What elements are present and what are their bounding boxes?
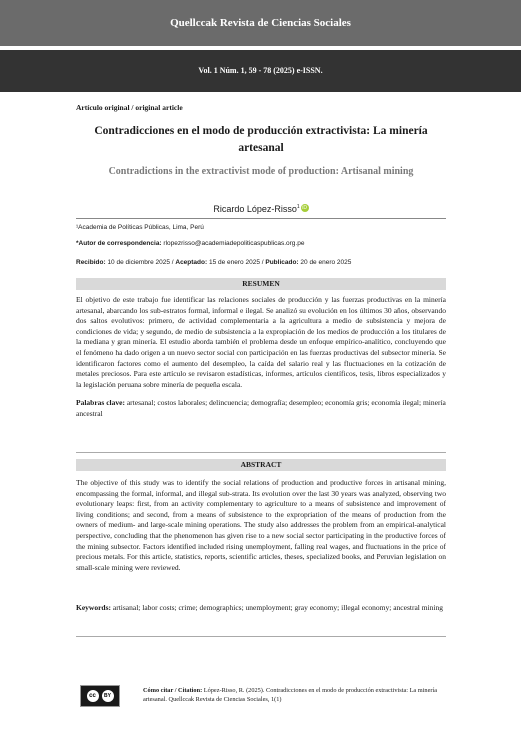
keywords-english-label: Keywords: (76, 603, 111, 612)
citation (143, 687, 448, 704)
published-label: Publicado: (265, 259, 299, 266)
correspondence (76, 240, 304, 247)
section-divider (76, 452, 446, 453)
journal-name: Quellccak Revista de Ciencias Sociales (170, 17, 351, 29)
received-label: Recibido: (76, 259, 106, 266)
keywords-spanish (76, 398, 446, 419)
cc-icon: cc (87, 690, 99, 702)
abstract-text: The objective of this study was to identify the social relations of production and productive forces in artisanal mining, encompassing the formal, informal, and illegal sub-strata. Its evolution over the last 30 years was analyzed, observing two evolutionary leaps: first, from an activity complementary to agriculture to a means of subsistence and improvement of living conditions; and second, from a means of subsistence to the expropriation of the means of production from the owners of medium- and large-scale mining operations. The study also addresses the problem from an empirical-analytical perspective, concluding that the phenomenon has given rise to a new social sector participating in the productive forces of the mining subsector. Factors identified included rising unemployment, falling real wages, and fluctuations in the price of precious metals. For this article, statistics, reports, scientific articles, theses, specialized books, and Peruvian legislation on small-scale mining were reviewed. (76, 478, 446, 572)
article-type: Artículo original / original article (76, 103, 183, 112)
volume-info: Vol. 1 Núm. 1, 59 - 78 (2025) e-ISSN. (198, 66, 323, 75)
keywords-spanish-list: artesanal; costos laborales; delincuencia; demografía; desempleo; economía gris; economía ilegal; minería ancestral (76, 398, 446, 418)
keywords-english-list: artisanal; labor costs; crime; demographics; unemployment; gray economy; illegal economy; ancestral mining (112, 603, 443, 612)
title-english: Contradictions in the extractivist mode of production: Artisanal mining (108, 166, 414, 177)
orcid-icon[interactable]: iD (302, 205, 308, 211)
title-spanish: Contradicciones en el modo de producción extractivista: La minería artesanal (94, 125, 428, 154)
author-superscript: 1 (296, 204, 300, 210)
author-line (76, 204, 446, 214)
citation-label: Cómo citar / Citation: (143, 687, 203, 694)
publication-dates: Recibido: 10 de diciembre 2025 / Aceptado: 15 de enero 2025 / Publicado: 20 de enero 2025 (76, 259, 352, 266)
volume-bar (0, 50, 521, 92)
abstract-heading: ABSTRACT (76, 459, 446, 471)
accepted-date: 15 de enero 2025 (208, 259, 260, 266)
received-date: 10 de diciembre 2025 (107, 259, 170, 266)
correspondence-email[interactable]: rlopezrisso@academiadepoliticaspublicas.org.pe (163, 240, 305, 247)
resumen-heading: RESUMEN (76, 278, 446, 290)
accepted-label: Aceptado: (175, 259, 208, 266)
header-divider (76, 218, 446, 219)
correspondence-label: *Autor de correspondencia: (76, 240, 162, 247)
keywords-spanish-label: Palabras clave: (76, 398, 125, 407)
author-name: Ricardo López-Risso (213, 204, 297, 214)
cc-by-license-icon[interactable] (80, 685, 120, 707)
affiliation: ¹Academia de Políticas Públicas, Lima, Perú (76, 224, 204, 231)
journal-header (0, 0, 521, 46)
keywords-english (76, 603, 446, 614)
resumen-text: El objetivo de este trabajo fue identificar las relaciones sociales de producción y las fuerzas productivas en la minería artesanal, abarcando los sub-estratos formal, informal e ilegal. Se analizó su evolución en los últimos 30 años, observando dos saltos evolutivos: primero, de actividad complementaria a la agricultura a medio de subsistencia y mejora de condiciones de vida; y segundo, de medio de subsistencia a la expropiación de los medios de producción a los titulares de la mediana y gran minería. El estudio aborda también el problema desde un enfoque empírico-analítico, concluyendo que el fenómeno ha dado origen a un nuevo sector social con participación en las fuerzas productivas del subsector minería. Se identificaron factores como el aumento del desempleo, la caída del salario real y las fluctuaciones en la cotización de metales preciosos. Para este artículo se revisaron estadísticas, informes, artículos científicos, tesis, libros especializados y la legislación peruana sobre minería de pequeña escala. (76, 295, 446, 389)
published-date: 20 de enero 2025 (300, 259, 352, 266)
section-divider (76, 636, 446, 637)
by-icon: BY (102, 690, 114, 702)
citation-text: López-Risso, R. (2025). Contradicciones en el modo de producción extractivista: La minería artesanal. Quellccak Revista de Ciencias Sociales, 1(1) (143, 687, 438, 703)
